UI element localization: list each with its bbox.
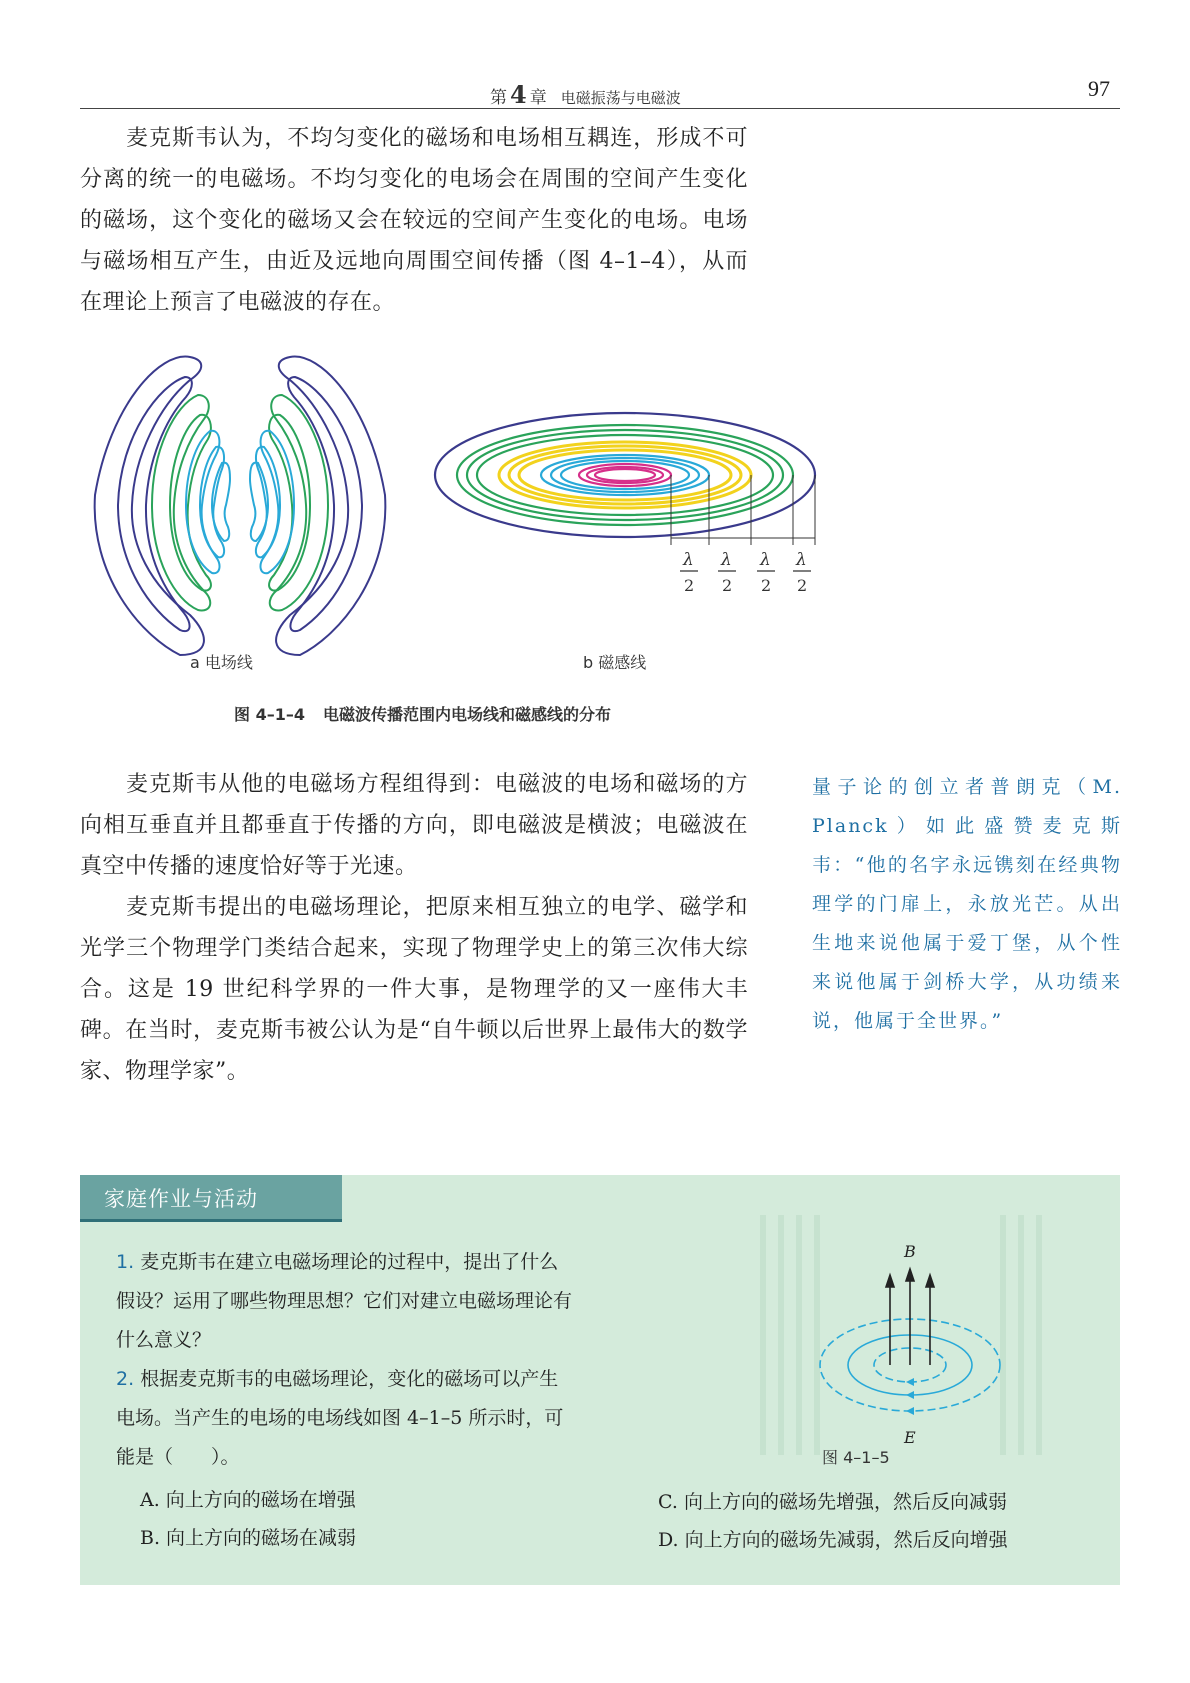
paragraph-transverse-wave: 麦克斯韦从他的电磁场方程组得到：电磁波的电场和磁场的方向相互垂直并且都垂直于传播的方向，即电磁波是横波；电磁波在真空中传播的速度恰好等于光速。 (80, 772, 748, 879)
electric-field-lines-diagram (95, 357, 386, 655)
lambda-half-2-den: 2 (722, 576, 733, 595)
chapter-prefix: 第 (490, 88, 507, 108)
lambda-half-3: λ (760, 550, 771, 570)
sidenote-text: 量子论的创立者普朗克（M. Planck）如此盛赞麦克斯韦：“他的名字永远镌刻在经典物理学的门扉上，永放光芒。从出生地来说他属于爱丁堡，从个性来说他属于剑桥大学，从功绩来说，他属于全世界。” (812, 776, 1122, 1032)
question-1 (116, 1243, 576, 1360)
chapter-suffix: 章 (529, 88, 547, 108)
main-paragraph-block (80, 764, 748, 1092)
e-line-right-2 (288, 377, 362, 631)
b-line-green-1 (457, 425, 793, 525)
b-line-navy-1 (435, 413, 815, 537)
lambda-half-4: λ (796, 550, 807, 570)
question-2-text: 根据麦克斯韦的电磁场理论，变化的磁场可以产生电场。当产生的电场的电场线如图 4–1–5 所示时，可能是（ ）。 (116, 1368, 564, 1468)
page-header (80, 70, 1120, 109)
question-2 (116, 1360, 576, 1477)
caption-text: 电磁波传播范围内电场线和磁感线的分布 (322, 705, 611, 724)
intro-paragraph-block (80, 118, 748, 323)
question-1-text: 麦克斯韦在建立电磁场理论的过程中，提出了什么假设？运用了哪些物理思想？它们对建立电磁场理论有什么意义？ (116, 1251, 573, 1351)
homework-title: 家庭作业与活动 (104, 1187, 258, 1211)
page-number: 97 (1088, 76, 1110, 101)
subcaption-a: a 电场线 (190, 653, 253, 672)
label-b: B (904, 1242, 916, 1261)
figure-4-1-4-caption (234, 702, 611, 725)
sidenote-planck-quote (812, 768, 1122, 1041)
label-e: E (904, 1428, 916, 1447)
paragraph-third-synthesis: 麦克斯韦提出的电磁场理论，把原来相互独立的电学、磁学和光学三个物理学门类结合起来，实现了物理学史上的第三次伟大综合。这是 19 世纪科学界的一件大事，是物理学的又一座伟大丰碑。在当时，麦克斯韦被公认为是“自牛顿以后世界上最伟大的数学家、物理学家”。 (80, 895, 748, 1084)
option-c: C. 向上方向的磁场先增强，然后反向减弱 (658, 1491, 1007, 1513)
chapter-heading (490, 80, 681, 109)
figure-4-1-5-caption: 图 4–1–5 (822, 1448, 890, 1467)
e-line-left-2 (118, 377, 192, 631)
caption-number: 图 4–1–4 (234, 705, 305, 724)
homework-section (80, 1175, 1120, 1585)
lambda-half-1: λ (683, 550, 694, 570)
paragraph-maxwell-theory: 麦克斯韦认为，不均匀变化的磁场和电场相互耦连，形成不可分离的统一的电磁场。不均匀变化的电场会在周围的空间产生变化的磁场，这个变化的磁场又会在较远的空间产生变化的电场。电场与磁场相互产生，由近及远地向周围空间传播（图 4–1–4），从而在理论上预言了电磁波的存在。 (80, 126, 748, 315)
b-line-magenta-3 (595, 469, 655, 481)
b-line-yellow-1 (499, 442, 751, 508)
b-line-cyan-3 (561, 461, 689, 489)
e-arrowheads (906, 1378, 914, 1415)
homework-title-tab (80, 1175, 342, 1222)
question-1-number: 1. (116, 1251, 135, 1273)
option-d: D. 向上方向的磁场先减弱，然后反向增强 (658, 1529, 1008, 1551)
subcaption-b: b 磁感线 (583, 653, 647, 672)
magnetic-field-lines-diagram (435, 413, 815, 537)
lambda-half-4-den: 2 (797, 576, 808, 595)
chapter-title: 电磁振荡与电磁波 (560, 89, 681, 107)
lambda-half-3-den: 2 (761, 576, 772, 595)
figure-4-1-4 (80, 355, 840, 675)
option-a: A. 向上方向的磁场在增强 (140, 1489, 356, 1511)
option-b: B. 向上方向的磁场在减弱 (140, 1527, 357, 1549)
figure-4-1-5 (760, 1215, 1060, 1455)
lambda-half-2: λ (721, 550, 732, 570)
lambda-half-1-den: 2 (684, 576, 695, 595)
chapter-number: 4 (510, 80, 527, 109)
question-2-number: 2. (116, 1368, 135, 1390)
